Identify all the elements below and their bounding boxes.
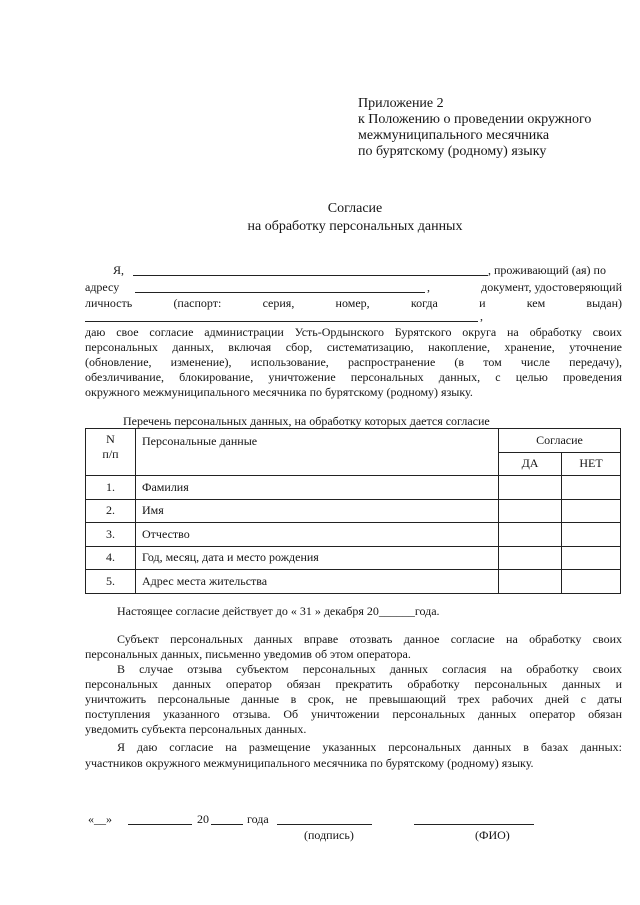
table-row [86,499,621,523]
paragraph-line-last: уведомить субъекта персональных данных. [85,722,307,736]
header-no: НЕТ [562,452,621,476]
consent-line: (обновление, изменение), использование, распространение (в том числе передачу), [85,355,622,369]
yes-cell[interactable] [499,523,562,547]
personal-data-table [85,428,621,594]
header-yes: ДА [499,452,562,476]
paragraph-line: поступления указанного отзыва. Об уничтожении персональных данных оператор обязан [85,707,622,721]
year-field[interactable] [211,824,243,825]
consent-line: даю свое согласие администрации Усть-Ордынского Бурятского округа на обработку своих [85,325,622,339]
paragraph-line: уничтожить персональные данные в срок, не превышающий трех рабочих дней с даты [85,692,622,706]
word: выдан) [586,296,622,310]
word: кем [526,296,546,310]
consent-line: персональных данных, включая сбор, систематизацию, накопление, хранение, уточнение [85,340,622,354]
word: и [479,296,486,310]
appendix-event: межмуниципального месячника [358,128,550,143]
year-prefix: 20 [197,812,209,826]
header-data: Персональные данные [136,429,499,476]
word: личность [85,296,133,310]
paragraph-line: Субъект персональных данных вправе отозвать данное согласие на обработку своих [117,632,622,646]
header-n: N [106,432,115,446]
row-data-name: Год, месяц, дата и место рождения [136,546,499,570]
appendix-regulation: к Положению о проведении окружного [358,112,592,127]
word: (паспорт: [173,296,222,310]
paragraph-line: Я даю согласие на размещение указанных персональных данных в базах данных: [117,740,622,754]
header-consent: Согласие [499,429,621,453]
signature-label: (подпись) [304,828,354,842]
fio-field[interactable] [414,824,534,825]
intro-residing: , проживающий (ая) по [488,263,606,277]
date-field[interactable] [128,824,192,825]
no-cell[interactable] [562,499,621,523]
no-cell[interactable] [562,570,621,594]
no-cell[interactable] [562,546,621,570]
table-row [86,546,621,570]
intro-comma: , [427,280,430,294]
date-prefix: «__» [88,812,112,826]
row-number: 1. [86,476,136,500]
intro-comma-2: , [480,309,483,323]
paragraph-line-last: персональных данных, письменно уведомив об этом оператора. [85,647,411,661]
document-subtitle: на обработку персональных данных [247,219,463,234]
intro-address-label: адресу [85,280,120,294]
no-cell[interactable] [562,476,621,500]
paragraph-line: персональных данных оператор обязан прекратить обработку персональных данных и [85,677,622,691]
fio-label: (ФИО) [475,828,510,842]
word: серия, [262,296,295,310]
validity-text: Настоящее согласие действует до « 31 » декабря 20______года. [117,604,440,618]
table-row [86,523,621,547]
word: номер, [335,296,370,310]
intro-i: Я, [113,263,125,277]
table-row [86,476,621,500]
yes-cell[interactable] [499,546,562,570]
address-field[interactable] [135,292,425,293]
yes-cell[interactable] [499,499,562,523]
paragraph-line: В случае отзыва субъектом персональных данных согласия на обработку своих [117,662,622,676]
row-data-name: Имя [136,499,499,523]
full-name-field[interactable] [133,275,488,276]
intro-document: документ, удостоверяющий [481,280,622,294]
appendix-number: Приложение 2 [358,96,444,111]
header-number [86,429,136,476]
row-number: 5. [86,570,136,594]
word: когда [410,296,438,310]
appendix-language: по бурятскому (родному) языку [358,144,547,159]
no-cell[interactable] [562,523,621,547]
passport-field[interactable] [85,321,478,322]
document-title: Согласие [327,201,383,216]
row-number: 3. [86,523,136,547]
table-caption: Перечень персональных данных, на обработку которых дается согласие [123,414,490,428]
intro-passport-row [85,296,622,310]
signature-field[interactable] [277,824,372,825]
row-number: 2. [86,499,136,523]
year-suffix: года [247,812,269,826]
header-pp: п/п [102,447,119,461]
row-data-name: Отчество [136,523,499,547]
table-row [86,570,621,594]
row-data-name: Адрес места жительства [136,570,499,594]
consent-line-last: окружного межмуниципального месячника по бурятскому (родному) языку. [85,385,473,399]
paragraph-line-last: участников окружного межмуниципального месячника по бурятскому (родному) языку. [85,756,534,770]
row-number: 4. [86,546,136,570]
row-data-name: Фамилия [136,476,499,500]
yes-cell[interactable] [499,570,562,594]
consent-line: обезличивание, блокирование, уничтожение персональных данных, с целью проведения [85,370,622,384]
yes-cell[interactable] [499,476,562,500]
